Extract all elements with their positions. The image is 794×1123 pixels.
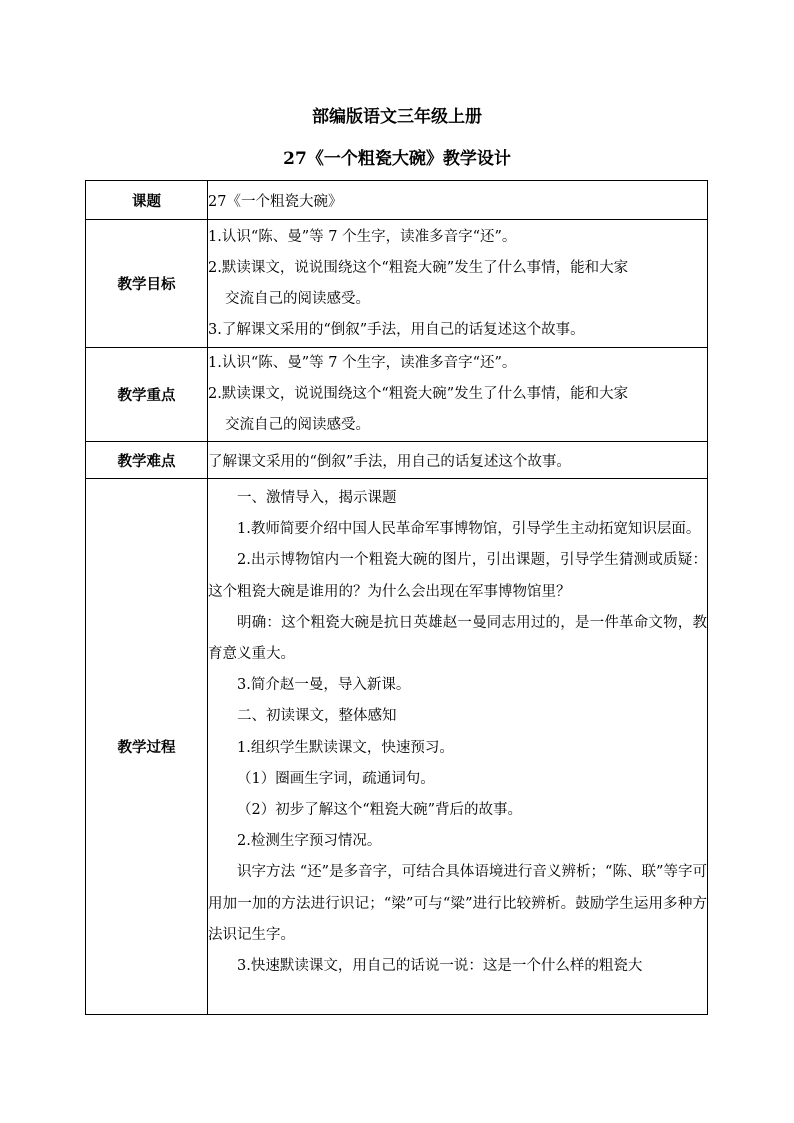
process-paragraph: 1.教师简要介绍中国人民革命军事博物馆，引导学生主动拓宽知识层面。: [237, 521, 701, 538]
table-row-goals: [86, 220, 708, 348]
key-points-line: 2.默读课文，说说围绕这个“粗瓷大碗”发生了什么事情，能和大家: [208, 386, 629, 402]
topic-value: 27《一个粗瓷大碗》: [208, 181, 708, 220]
process-label: 教学过程: [86, 479, 208, 1015]
process-paragraph: 明确：这个粗瓷大碗是抗日英雄赵一曼同志用过的，是一件革命文物，教育意义重大。: [208, 614, 707, 663]
lesson-plan-table: [85, 180, 708, 1015]
difficulty-label: 教学难点: [86, 442, 208, 479]
process-paragraph: （2）初步了解这个“粗瓷大碗”背后的故事。: [237, 802, 523, 819]
process-paragraph: 二、初读课文，整体感知: [237, 708, 397, 725]
goals-label: 教学目标: [86, 220, 208, 348]
key-points-content: [208, 348, 708, 442]
process-paragraph: 2.检测生字预习情况。: [237, 833, 382, 850]
process-paragraph: （1）圈画生字词，疏通词句。: [237, 770, 435, 787]
difficulty-value: 了解课文采用的“倒叙”手法，用自己的话复述这个故事。: [208, 442, 708, 479]
process-paragraph: 3.简介赵一曼，导入新课。: [237, 677, 411, 694]
key-points-label: 教学重点: [86, 348, 208, 442]
document-title: 部编版语文三年级上册: [312, 107, 482, 127]
topic-label: 课题: [86, 181, 208, 220]
goals-content: [208, 220, 708, 348]
table-row-topic: [86, 181, 708, 220]
process-paragraph: 2.出示博物馆内一个粗瓷大碗的图片，引出课题，引导学生猜测或质疑：这个粗瓷大碗是谁用的？为什么会出现在军事博物馆里？: [208, 552, 707, 600]
table-row-process: [86, 479, 708, 1015]
document-subtitle: 27《一个粗瓷大碗》教学设计: [283, 149, 511, 169]
goals-line: 2.默读课文，说说围绕这个“粗瓷大碗”发生了什么事情，能和大家: [208, 259, 629, 276]
goals-line: 3.了解课文采用的“倒叙”手法，用自己的话复述这个故事。: [208, 321, 585, 338]
process-paragraph: 一、激情导入，揭示课题: [237, 490, 397, 506]
process-paragraph: 3.快速默读课文，用自己的话说一说：这是一个什么样的粗瓷大: [237, 958, 643, 975]
key-points-line: 交流自己的阅读感受。: [225, 417, 370, 433]
key-points-line: 1.认识“陈、曼”等 7 个生字，读准多音字“还”。: [208, 355, 517, 371]
process-content: [208, 479, 708, 1015]
process-paragraph: 1.组织学生默读课文，快速预习。: [237, 739, 454, 756]
process-paragraph: 识字方法 “还”是多音字，可结合具体语境进行音义辨析；“陈、联”等字可用加一加的方法进行识记；“梁”可与“粱”进行比较辨析。鼓励学生运用多种方法识记生字。: [208, 864, 707, 943]
goals-line: 1.认识“陈、曼”等 7 个生字，读准多音字“还”。: [208, 228, 517, 245]
table-row-key-points: [86, 348, 708, 442]
goals-line: 交流自己的阅读感受。: [225, 290, 370, 307]
table-row-difficulty: [86, 442, 708, 479]
